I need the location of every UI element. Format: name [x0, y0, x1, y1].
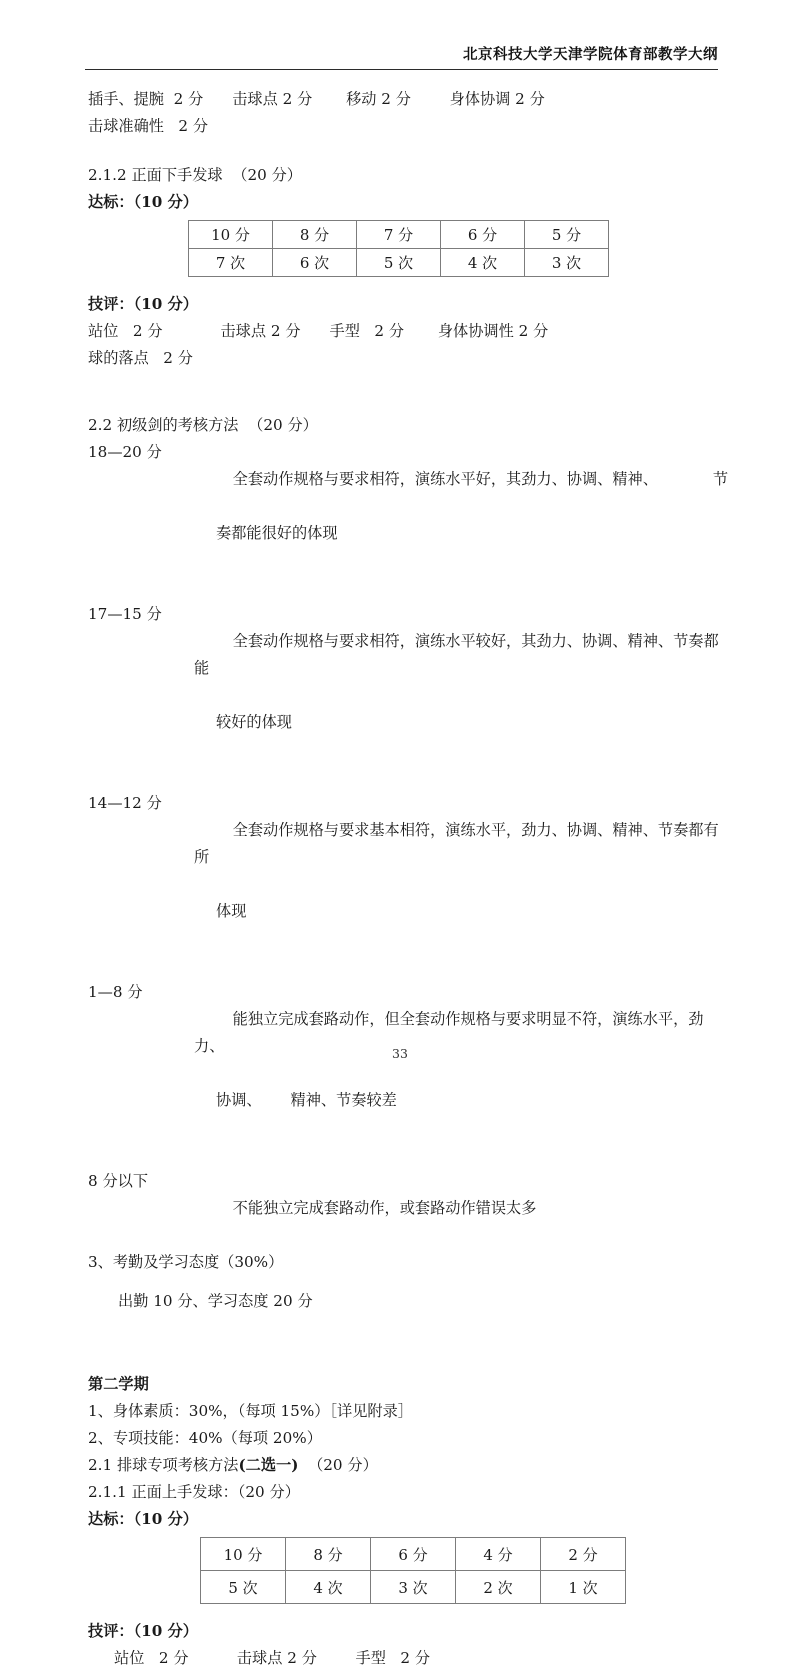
grade-desc-main: 能独立完成套路动作，但全套动作规格与要求明显不符，演练水平，劲力、 [194, 1010, 704, 1055]
heading-2-2: 2.2 初级剑的考核方法 （20 分） [88, 416, 318, 434]
label-dabiao-2: 达标：（10 分） [88, 1510, 198, 1528]
grade-row [88, 979, 728, 1168]
spacer [88, 1276, 728, 1288]
criteria-line-1: 插手、提腕 2 分 击球点 2 分 移动 2 分 身体协调 2 分 [88, 90, 545, 108]
heading-2-1-prefix: 2.1 排球专项考核方法 [88, 1456, 239, 1474]
grade-desc-main: 不能独立完成套路动作，或套路动作错误太多 [232, 1199, 537, 1217]
score-table-2 [200, 1537, 626, 1604]
label-jiping-1: 技评：（10 分） [88, 295, 198, 313]
grade-desc [194, 439, 728, 601]
table-row [201, 1571, 626, 1604]
grade-desc-main: 全套动作规格与要求基本相符，演练水平，劲力、协调、精神、节奏都有所 [194, 821, 719, 866]
grade-row [88, 439, 728, 601]
item-3-detail: 出勤 10 分、学习态度 20 分 [118, 1292, 313, 1310]
grade-desc-cont: 较好的体现 [216, 713, 292, 731]
heading-2-1-suffix: （20 分） [298, 1456, 378, 1474]
jiping-line-1b: 球的落点 2 分 [88, 349, 193, 367]
header-title: 北京科技大学天津学院体育部教学大纲 [463, 46, 718, 63]
label-jiping-2: 技评：（10 分） [88, 1622, 198, 1640]
heading-2-1 [88, 1452, 728, 1479]
grade-term: 8 分以下 [88, 1172, 149, 1190]
spacer [88, 279, 728, 291]
score-table-2-wrap [200, 1537, 728, 1604]
table-cell: 2 次 [456, 1571, 541, 1604]
table-cell: 5 分 [525, 221, 609, 249]
table-cell: 6 次 [273, 249, 357, 277]
grade-row [88, 1168, 728, 1249]
grade-desc-main: 全套动作规格与要求相符，演练水平较好，其劲力、协调、精神、节奏都能 [194, 632, 719, 677]
jiping-line-1a: 站位 2 分 击球点 2 分 手型 2 分 身体协调性 2 分 [88, 322, 549, 340]
grade-desc-main: 全套动作规格与要求相符，演练水平好，其劲力、协调、精神、 [232, 470, 658, 488]
grade-desc [194, 979, 728, 1168]
page-footer [0, 1046, 800, 1061]
grade-term: 18—20 分 [88, 443, 162, 461]
criteria-line-2: 击球准确性 2 分 [88, 117, 209, 135]
page-header [85, 46, 718, 70]
grade-desc [194, 790, 728, 979]
table-cell: 2 分 [541, 1538, 626, 1571]
table-cell: 3 次 [371, 1571, 456, 1604]
spacer [88, 1606, 728, 1618]
score-table-1 [188, 220, 609, 277]
grade-desc-cont: 体现 [216, 902, 247, 920]
table-cell: 8 分 [286, 1538, 371, 1571]
table-cell: 4 次 [441, 249, 525, 277]
table-cell: 6 分 [441, 221, 525, 249]
grade-desc [194, 1168, 728, 1249]
table-cell: 5 次 [357, 249, 441, 277]
item-2-skill: 2、专项技能：40%（每项 20%） [88, 1429, 322, 1447]
label-dabiao-1: 达标：（10 分） [88, 193, 198, 211]
table-row [201, 1538, 626, 1571]
table-cell: 4 分 [456, 1538, 541, 1571]
table-cell: 10 分 [201, 1538, 286, 1571]
table-row [189, 249, 609, 277]
heading-semester-2: 第二学期 [88, 1375, 149, 1393]
grade-desc-cont: 协调、 精神、节奏较差 [216, 1091, 397, 1109]
table-cell: 1 次 [541, 1571, 626, 1604]
jiping-line-2a: 站位 2 分 击球点 2 分 手型 2 分 [114, 1649, 431, 1667]
table-cell: 10 分 [189, 221, 273, 249]
table-cell: 6 分 [371, 1538, 456, 1571]
spacer [88, 1315, 728, 1371]
header-divider [85, 69, 718, 70]
grade-desc-tail: 节 [712, 470, 728, 488]
grade-row [88, 601, 728, 790]
heading-2-1-emphasis: (二选一) [238, 1456, 299, 1474]
item-3-attendance: 3、考勤及学习态度（30%） [88, 1253, 284, 1271]
table-cell: 3 次 [525, 249, 609, 277]
grade-desc-cont: 奏都能很好的体现 [216, 524, 338, 542]
spacer [88, 372, 728, 412]
table-cell: 8 分 [273, 221, 357, 249]
grade-desc [194, 601, 728, 790]
table-row [189, 221, 609, 249]
item-1-fitness: 1、身体素质：30%，（每项 15%）［详见附录］ [88, 1402, 413, 1420]
grade-term: 1—8 分 [88, 983, 143, 1001]
table-cell: 4 次 [286, 1571, 371, 1604]
document-body [88, 86, 728, 1672]
grade-term: 17—15 分 [88, 605, 162, 623]
table-cell: 7 分 [357, 221, 441, 249]
table-cell: 7 次 [189, 249, 273, 277]
grade-row [88, 790, 728, 979]
heading-2-1-2: 2.1.2 正面下手发球 （20 分） [88, 166, 302, 184]
score-table-1-wrap [188, 220, 728, 277]
page-number: 33 [392, 1046, 408, 1061]
spacer [88, 140, 728, 162]
grade-term: 14—12 分 [88, 794, 162, 812]
table-cell: 5 次 [201, 1571, 286, 1604]
heading-2-1-1: 2.1.1 正面上手发球：（20 分） [88, 1483, 300, 1501]
